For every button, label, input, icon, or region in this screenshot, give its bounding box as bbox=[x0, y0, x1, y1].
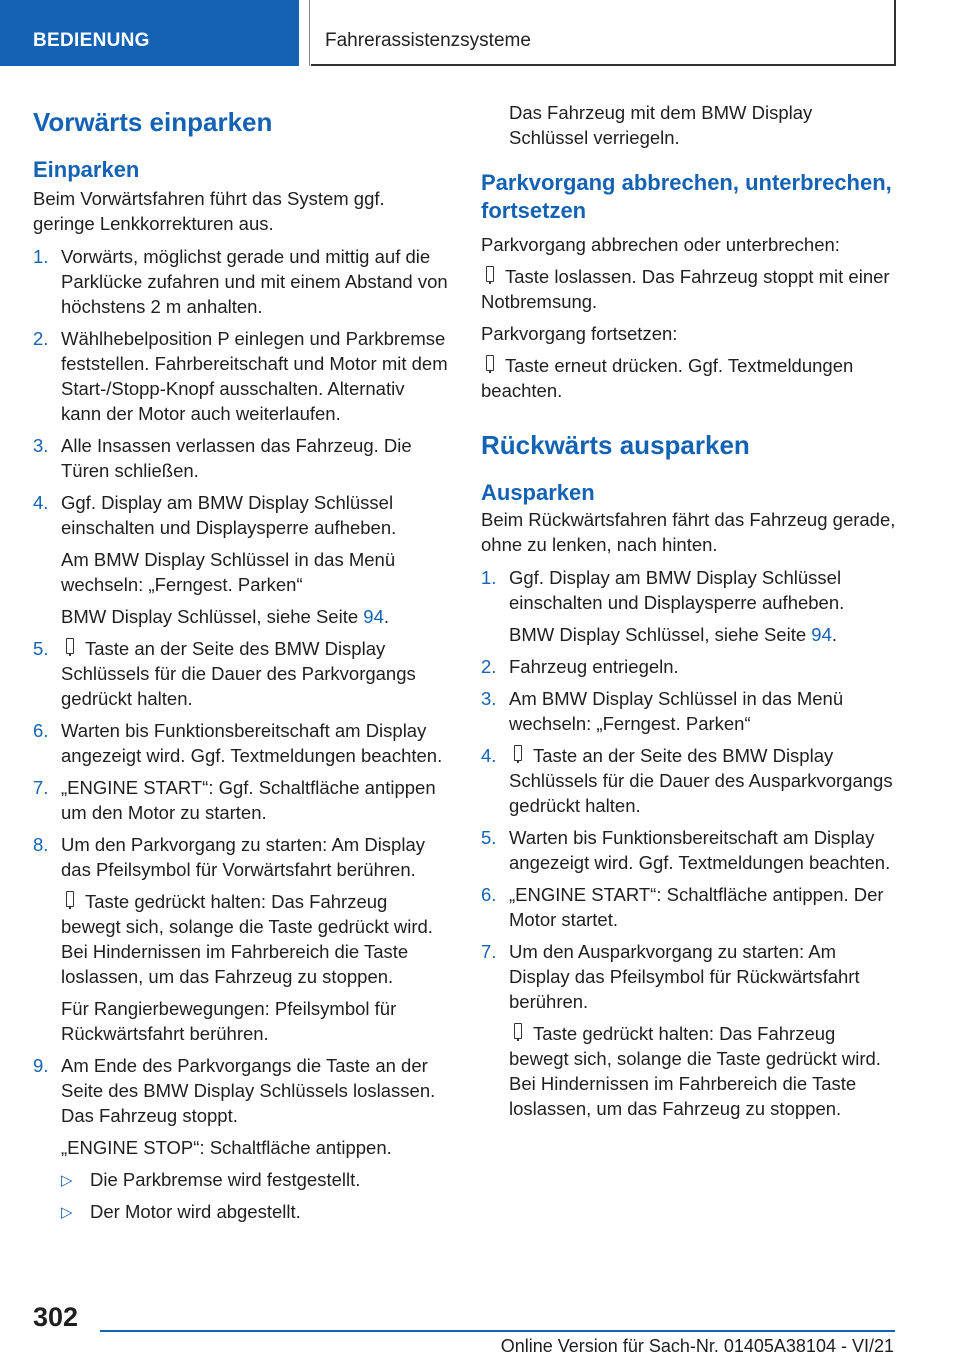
list-item: 2. Wählhebelposition P einlegen und Parkbremse feststellen. Fahrbereitschaft und Motor mit dem Start-/Stopp-Knopf ausschalten. Alternativ kann der Motor auch weiterlaufen. bbox=[33, 328, 448, 424]
list-item: 2. Fahrzeug entriegeln. bbox=[481, 656, 679, 677]
page-number: 302 bbox=[33, 1302, 79, 1332]
key-button-icon bbox=[61, 890, 79, 910]
footer-version: Online Version für Sach-Nr. 01405A38104 - VI/21 bbox=[500, 1336, 894, 1356]
step-reference: BMW Display Schlüssel, siehe Seite 94. bbox=[509, 624, 837, 645]
result-bullets bbox=[61, 1167, 448, 1224]
chapter-title: Fahrerassistenzsysteme bbox=[311, 0, 896, 66]
page-title: Vorwärts einparken bbox=[33, 107, 273, 137]
right-column bbox=[481, 100, 896, 1128]
list-item: 1. Ggf. Display am BMW Display Schlüssel einschalten und Displaysperre aufheben. BMW Display Schlüssel, siehe Seite 94. bbox=[481, 565, 896, 647]
list-item: 7. Um den Ausparkvorgang zu starten: Am Display das Pfeilsymbol für Rückwärtsfahrt berühren. Taste gedrückt halten: Das Fahrzeug bewegt sich, solange die Taste gedrückt wird. Bei Hindernissen im Fahrbereich die Taste loslassen, um das Fahrzeug zu stoppen. bbox=[481, 939, 896, 1121]
list-item: ▷ Der Motor wird abgestellt. bbox=[61, 1199, 448, 1224]
list-item: 5. Warten bis Funktionsbereitschaft am Display angezeigt wird. Ggf. Textmeldungen beachten. bbox=[481, 827, 891, 873]
list-item: 1. Vorwärts, möglichst gerade und mittig auf die Parklücke zufahren und mit einem Abstand von höchstens 2 m anhalten. bbox=[33, 246, 448, 317]
key-button-icon bbox=[509, 1022, 527, 1042]
continued-text: Das Fahrzeug mit dem BMW Display Schlüssel verriegeln. bbox=[509, 102, 813, 148]
triangle-bullet-icon: ▷ bbox=[61, 1204, 73, 1221]
section-title-rueckwaerts: Rückwärts ausparken bbox=[481, 430, 750, 460]
key-button-icon bbox=[61, 637, 79, 657]
list-item: 4. Taste an der Seite des BMW Display Schlüssels für die Dauer des Ausparkvorgangs gedrückt halten. bbox=[481, 745, 893, 816]
left-column bbox=[33, 100, 448, 1231]
page-link[interactable]: 94 bbox=[811, 624, 832, 645]
step-note: „ENGINE STOP“: Schaltfläche antippen. bbox=[61, 1137, 392, 1158]
step-note: Taste gedrückt halten: Das Fahrzeug bewegt sich, solange die Taste gedrückt wird. Bei Hindernissen im Fahrbereich die Taste loslassen, um das Fahrzeug zu stoppen. bbox=[61, 891, 433, 987]
intro-text: Beim Vorwärtsfahren führt das System ggf. geringe Lenkkorrekturen aus. bbox=[33, 188, 385, 234]
key-button-icon bbox=[509, 744, 527, 764]
step-note: Für Rangierbewegungen: Pfeilsymbol für Rückwärtsfahrt berühren. bbox=[61, 998, 397, 1044]
list-item: 9. Am Ende des Parkvorgangs die Taste an der Seite des BMW Display Schlüssels loslassen. Das Fahrzeug stoppt. „ENGINE STOP“: Schaltfläche antippen. ▷ Die Parkbremse wird festgestellt. ▷ Der Motor wird abgestellt. bbox=[33, 1053, 448, 1224]
ausparken-steps bbox=[481, 565, 896, 1121]
list-item: 6. „ENGINE START“: Schaltfläche antippen. Der Motor startet. bbox=[481, 884, 884, 930]
section-heading-abbrechen: Parkvorgang abbrechen, unterbrechen, fortsetzen bbox=[481, 170, 892, 223]
section-heading-einparken: Einparken bbox=[33, 157, 140, 182]
list-item: 6. Warten bis Funktionsbereitschaft am Display angezeigt wird. Ggf. Textmeldungen beachten. bbox=[33, 720, 443, 766]
step-note: Taste gedrückt halten: Das Fahrzeug bewegt sich, solange die Taste gedrückt wird. Bei Hindernissen im Fahrbereich die Taste loslassen, um das Fahrzeug zu stoppen. bbox=[509, 1023, 881, 1119]
footer-divider bbox=[100, 1330, 895, 1332]
list-item: 5. Taste an der Seite des BMW Display Schlüssels für die Dauer des Parkvorgangs gedrückt halten. bbox=[33, 638, 416, 709]
header-divider bbox=[309, 0, 310, 66]
step-reference: BMW Display Schlüssel, siehe Seite 94. bbox=[61, 606, 389, 627]
page-header bbox=[0, 0, 960, 66]
list-item: 7. „ENGINE START“: Ggf. Schaltfläche antippen um den Motor zu starten. bbox=[33, 777, 436, 823]
intro-text: Beim Rückwärtsfahren fährt das Fahrzeug gerade, ohne zu lenken, nach hinten. bbox=[481, 509, 896, 555]
list-item: 3. Am BMW Display Schlüssel in das Menü wechseln: „Ferngest. Parken“ bbox=[481, 688, 844, 734]
section-heading-ausparken: Ausparken bbox=[481, 480, 595, 505]
key-button-icon bbox=[481, 265, 499, 285]
paragraph: Parkvorgang fortsetzen: bbox=[481, 323, 678, 344]
list-item: ▷ Die Parkbremse wird festgestellt. bbox=[61, 1167, 448, 1192]
page-link[interactable]: 94 bbox=[363, 606, 384, 627]
triangle-bullet-icon: ▷ bbox=[61, 1172, 73, 1189]
paragraph: Taste erneut drücken. Ggf. Textmeldungen beachten. bbox=[481, 355, 854, 401]
step-note: Am BMW Display Schlüssel in das Menü wechseln: „Ferngest. Parken“ bbox=[61, 549, 396, 595]
paragraph: Taste loslassen. Das Fahrzeug stoppt mit einer Notbremsung. bbox=[481, 266, 890, 312]
list-item: 4. Ggf. Display am BMW Display Schlüssel einschalten und Displaysperre aufheben. Am BMW Display Schlüssel in das Menü wechseln: „Ferngest. Parken“ BMW Display Schlüssel, siehe Seite 94. bbox=[33, 490, 448, 629]
list-item: 3. Alle Insassen verlassen das Fahrzeug. Die Türen schließen. bbox=[33, 435, 412, 481]
section-tab[interactable]: BEDIENUNG bbox=[0, 0, 299, 66]
einparken-steps bbox=[33, 244, 448, 1224]
list-item: 8. Um den Parkvorgang zu starten: Am Display das Pfeilsymbol für Vorwärtsfahrt berühren. Taste gedrückt halten: Das Fahrzeug bewegt sich, solange die Taste gedrückt wird. Bei Hindernissen im Fahrbereich die Taste loslassen, um das Fahrzeug zu stoppen. Für Rangierbewegungen: Pfeilsymbol für Rückwärtsfahrt berühren. bbox=[33, 832, 448, 1046]
paragraph: Parkvorgang abbrechen oder unterbrechen: bbox=[481, 234, 840, 255]
key-button-icon bbox=[481, 354, 499, 374]
